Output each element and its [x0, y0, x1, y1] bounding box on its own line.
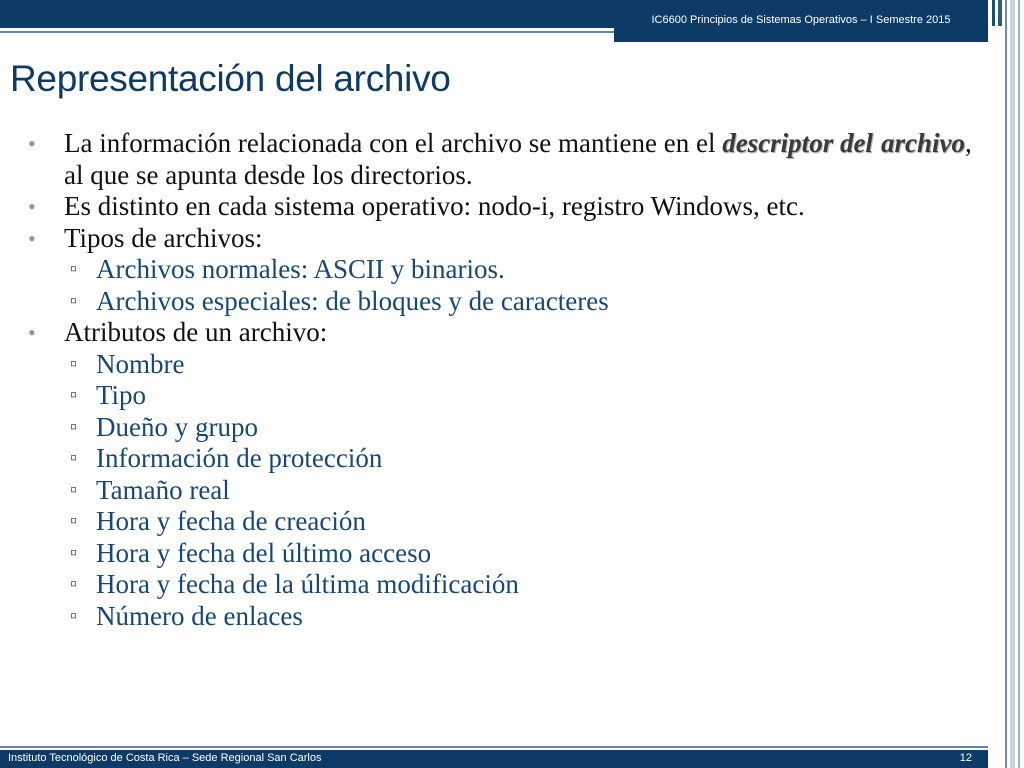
bullet-text: Tipos de archivos:: [64, 222, 263, 253]
square-bullet-icon: ▫: [70, 384, 78, 406]
bullet-text: La información relacionada con el archivo se mantiene en el: [64, 128, 716, 158]
square-bullet-icon: ▫: [70, 447, 78, 469]
sub-bullet-text: Nombre: [96, 348, 185, 379]
sub-bullet-item: [26, 380, 976, 412]
square-bullet-icon: ▫: [70, 604, 78, 627]
sub-bullet-text: Archivos normales: ASCII y binarios.: [96, 254, 505, 284]
slide-title: Representación del archivo: [10, 58, 451, 99]
page-number: 12: [959, 752, 972, 764]
sub-bullet-item: [26, 475, 976, 507]
sub-bullet-item: [26, 349, 976, 381]
footer-band: [0, 750, 988, 768]
square-bullet-icon: ▫: [70, 541, 78, 564]
sub-bullet-text: Tamaño real: [96, 474, 230, 505]
sub-bullet-text: Hora y fecha de creación: [96, 506, 366, 536]
square-bullet-icon: ▫: [70, 415, 78, 438]
sub-bullet-text: Información de protección: [96, 443, 383, 473]
square-bullet-icon: ▫: [70, 352, 78, 375]
decorative-bar: [1010, 0, 1015, 768]
course-header-text: IC6600 Principios de Sistemas Operativos – I Semestre 2015: [651, 14, 951, 26]
sub-bullet-item: [26, 254, 976, 286]
decorative-bar: [1018, 0, 1020, 768]
sub-bullet-item: [26, 412, 976, 444]
decorative-bar: [998, 0, 1002, 26]
emphasis-text: del: [839, 128, 873, 158]
sub-bullet-text: Tipo: [96, 380, 147, 410]
square-bullet-icon: ▫: [70, 289, 78, 312]
sub-bullet-item: [26, 443, 976, 475]
header-band: [0, 0, 1024, 33]
sub-bullet-text: Dueño y grupo: [96, 411, 258, 442]
bullet-text: Es distinto en cada sistema operativo: nodo-i, registro Windows, etc.: [64, 191, 805, 221]
square-bullet-icon: ▫: [70, 258, 78, 280]
bullet-list: [26, 128, 976, 632]
sub-bullet-item: [26, 538, 976, 570]
square-bullet-icon: ▫: [70, 573, 78, 595]
bullet-item-os-difference: [26, 191, 976, 223]
bullet-icon: •: [28, 194, 36, 219]
sub-bullet-text: Archivos especiales: de bloques y de caracteres: [96, 285, 609, 316]
sub-bullet-item: [26, 506, 976, 538]
bullet-icon: •: [28, 225, 36, 251]
sub-bullet-item: [26, 569, 976, 601]
bullet-text: , al que se apunta desde los directorios.: [64, 128, 972, 190]
decorative-bar: [992, 0, 995, 26]
sub-bullet-text: Hora y fecha de la última modificación: [96, 569, 519, 599]
bullet-text: Atributos de un archivo:: [64, 317, 328, 347]
bullet-item-attributes: [26, 317, 976, 349]
header-divider: [0, 28, 614, 30]
sub-bullet-item: [26, 286, 976, 318]
bullet-item-descriptor: [26, 128, 976, 191]
bullet-icon: •: [28, 131, 36, 156]
emphasis-text: descriptor: [722, 128, 834, 158]
square-bullet-icon: ▫: [70, 478, 78, 501]
header-accent-line: [0, 31, 614, 33]
bullet-item-file-types: [26, 223, 976, 255]
emphasis-text: archivo: [880, 128, 965, 158]
sub-bullet-text: Hora y fecha del último acceso: [96, 537, 432, 568]
square-bullet-icon: ▫: [70, 510, 78, 532]
institution-text: Instituto Tecnológico de Costa Rica – Sede Regional San Carlos: [8, 752, 322, 764]
footer-accent-line: [0, 746, 988, 748]
header-left-strip: [0, 0, 614, 28]
sub-bullet-item: [26, 601, 976, 633]
sub-bullet-text: Número de enlaces: [96, 600, 303, 631]
decorative-bar: [1005, 0, 1007, 768]
decorative-bars: [990, 0, 1024, 768]
bullet-icon: •: [28, 320, 36, 345]
